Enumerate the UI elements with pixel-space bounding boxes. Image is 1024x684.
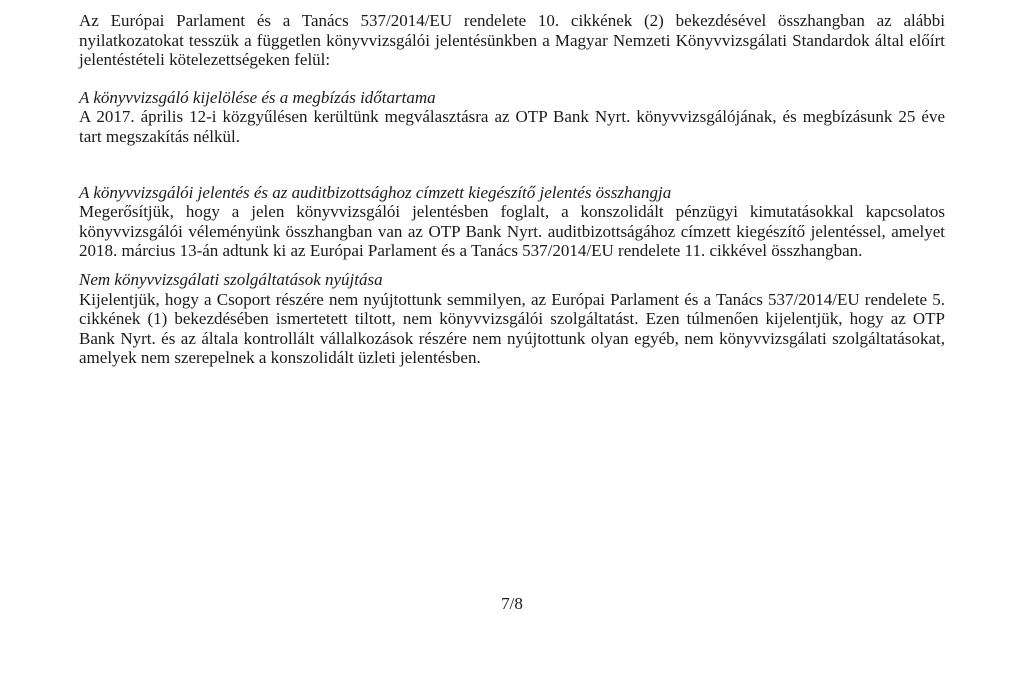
document-body: [79, 11, 945, 368]
section-body: Megerősítjük, hogy a jelen könyvvizsgálói jelentésben foglalt, a konszolidált pénzügyi kimutatásokkal kapcsolatos könyvvizsgálói véleményünk összhangban van az OTP Bank Nyrt. auditbizottságához címzett kiegészítő jelentéssel, amelyet 2018. március 13-án adtunk ki az Európai Parlament és a Tanács 537/2014/EU rendelete 11. cikkével összhangban.: [79, 202, 945, 261]
section-non-audit-services: [79, 270, 945, 368]
section-auditor-appointment: [79, 88, 945, 147]
section-body: Kijelentjük, hogy a Csoport részére nem nyújtottunk semmilyen, az Európai Parlament és a Tanács 537/2014/EU rendelete 5. cikkének (1) bekezdésében ismertetett tiltott, nem könyvvizsgálói szolgáltatást. Ezen túlmenően kijelentjük, hogy az OTP Bank Nyrt. és az általa kontrollált vállalkozások részére nem nyújtottunk olyan egyéb, nem könyvvizsgálati szolgáltatásokat, amelyek nem szerepelnek a konszolidált üzleti jelentésben.: [79, 289, 945, 368]
section-heading: A könyvvizsgálói jelentés és az auditbizottsághoz címzett kiegészítő jelentés összhangja: [79, 182, 672, 202]
section-body: A 2017. április 12-i közgyűlésen kerültünk megválasztásra az OTP Bank Nyrt. könyvvizsgálójának, és megbízásunk 25 éve tart megszakítás nélkül.: [79, 107, 945, 146]
page-number: 7/8: [501, 594, 523, 613]
section-report-consistency: [79, 183, 945, 261]
section-heading: A könyvvizsgáló kijelölése és a megbízás időtartama: [79, 87, 436, 107]
section-heading: Nem könyvvizsgálati szolgáltatások nyújtása: [79, 269, 383, 289]
intro-paragraph: Az Európai Parlament és a Tanács 537/2014/EU rendelete 10. cikkének (2) bekezdésével összhangban az alábbi nyilatkozatokat tesszük a független könyvvizsgálói jelentésünkben a Magyar Nemzeti Könyvvizsgálati Standardok által előírt jelentéstételi kötelezettségeken felül:: [79, 11, 945, 70]
